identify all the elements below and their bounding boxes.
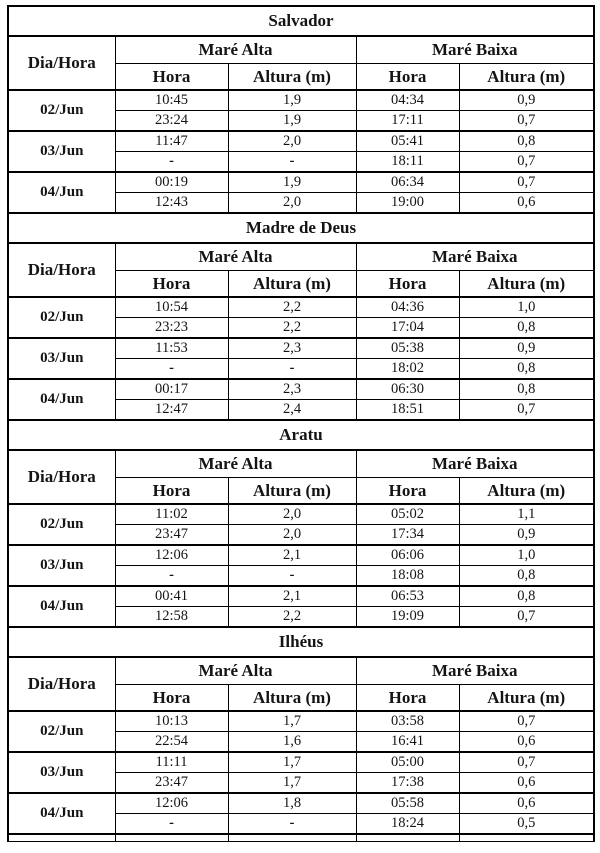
tide-height-cell: 0,6 bbox=[459, 732, 594, 753]
low-tide-header: Maré Baixa bbox=[356, 36, 594, 64]
tide-height-cell: 0,6 bbox=[459, 773, 594, 794]
tide-data-row bbox=[8, 793, 594, 814]
tide-time-cell: 18:51 bbox=[356, 400, 459, 421]
tide-height-cell: 0,8 bbox=[459, 318, 594, 339]
high-tide-header: Maré Alta bbox=[115, 243, 356, 271]
tide-time-cell: 18:08 bbox=[356, 566, 459, 587]
tide-time-cell: 23:23 bbox=[115, 318, 228, 339]
height-header: Altura (m) bbox=[228, 685, 356, 712]
tide-height-cell: 1,8 bbox=[228, 793, 356, 814]
header-row-groups bbox=[8, 450, 594, 478]
tide-height-cell: - bbox=[228, 359, 356, 380]
tide-time-cell: 16:41 bbox=[356, 732, 459, 753]
height-header: Altura (m) bbox=[459, 271, 594, 298]
tide-time-cell: 19:00 bbox=[356, 193, 459, 214]
tide-height-cell: 1,9 bbox=[228, 90, 356, 111]
tide-time-cell: 04:34 bbox=[356, 90, 459, 111]
tide-height-cell: - bbox=[228, 152, 356, 173]
tide-height-cell: 2,2 bbox=[228, 297, 356, 318]
day-hour-header: Dia/Hora bbox=[8, 243, 115, 297]
tide-height-cell: 0,8 bbox=[459, 359, 594, 380]
tide-time-cell: 05:41 bbox=[356, 131, 459, 152]
tide-data-row bbox=[8, 586, 594, 607]
tide-time-cell: 11:02 bbox=[115, 504, 228, 525]
tide-time-cell: 17:38 bbox=[356, 773, 459, 794]
tide-table-body bbox=[8, 6, 594, 842]
tide-time-cell: - bbox=[115, 359, 228, 380]
tide-height-cell: 0,7 bbox=[459, 400, 594, 421]
tide-time-cell: 23:24 bbox=[115, 111, 228, 132]
day-label: 02/Jun bbox=[8, 711, 115, 752]
high-tide-header: Maré Alta bbox=[115, 657, 356, 685]
tide-table bbox=[7, 5, 595, 842]
hour-header: Hora bbox=[115, 64, 228, 91]
high-tide-header: Maré Alta bbox=[115, 36, 356, 64]
tide-height-cell: 1,9 bbox=[228, 111, 356, 132]
day-label: 02/Jun bbox=[8, 90, 115, 131]
tide-height-cell: 0,7 bbox=[459, 711, 594, 732]
tide-height-cell: 0,8 bbox=[459, 586, 594, 607]
tide-time-cell: 05:38 bbox=[356, 338, 459, 359]
tide-height-cell: - bbox=[228, 566, 356, 587]
tide-height-cell: 1,7 bbox=[228, 711, 356, 732]
tide-height-cell: 0,7 bbox=[459, 607, 594, 628]
tide-time-cell: 11:53 bbox=[115, 338, 228, 359]
low-tide-header: Maré Baixa bbox=[356, 243, 594, 271]
cutoff-row bbox=[8, 834, 594, 842]
height-header: Altura (m) bbox=[228, 271, 356, 298]
tide-time-cell: 18:24 bbox=[356, 814, 459, 835]
tide-height-cell: 2,0 bbox=[228, 193, 356, 214]
low-tide-header: Maré Baixa bbox=[356, 657, 594, 685]
tide-height-cell: 0,6 bbox=[459, 793, 594, 814]
cutoff-row-cell bbox=[459, 834, 594, 842]
tide-time-cell: 18:11 bbox=[356, 152, 459, 173]
tide-height-cell: 0,9 bbox=[459, 90, 594, 111]
day-label: 02/Jun bbox=[8, 504, 115, 545]
day-label: 03/Jun bbox=[8, 131, 115, 172]
tide-height-cell: 0,7 bbox=[459, 172, 594, 193]
height-header: Altura (m) bbox=[228, 478, 356, 505]
section-title: Salvador bbox=[8, 6, 594, 36]
high-tide-header: Maré Alta bbox=[115, 450, 356, 478]
tide-height-cell: 1,9 bbox=[228, 172, 356, 193]
tide-time-cell: 17:34 bbox=[356, 525, 459, 546]
tide-height-cell: 0,6 bbox=[459, 193, 594, 214]
tide-height-cell: 1,7 bbox=[228, 773, 356, 794]
day-label: 04/Jun bbox=[8, 172, 115, 213]
tide-time-cell: 11:47 bbox=[115, 131, 228, 152]
section-title: Madre de Deus bbox=[8, 213, 594, 243]
tide-time-cell: 11:11 bbox=[115, 752, 228, 773]
tide-height-cell: 0,7 bbox=[459, 152, 594, 173]
tide-height-cell: 1,1 bbox=[459, 504, 594, 525]
low-tide-header: Maré Baixa bbox=[356, 450, 594, 478]
section-row bbox=[8, 6, 594, 36]
tide-time-cell: 05:00 bbox=[356, 752, 459, 773]
tide-data-row bbox=[8, 752, 594, 773]
tide-time-cell: 23:47 bbox=[115, 773, 228, 794]
hour-header: Hora bbox=[356, 478, 459, 505]
tide-data-row bbox=[8, 504, 594, 525]
day-label: 03/Jun bbox=[8, 545, 115, 586]
tide-time-cell: 12:06 bbox=[115, 545, 228, 566]
hour-header: Hora bbox=[115, 478, 228, 505]
tide-time-cell: 10:54 bbox=[115, 297, 228, 318]
hour-header: Hora bbox=[356, 685, 459, 712]
section-title: Ilhéus bbox=[8, 627, 594, 657]
day-hour-header: Dia/Hora bbox=[8, 657, 115, 711]
day-hour-header: Dia/Hora bbox=[8, 450, 115, 504]
section-row bbox=[8, 213, 594, 243]
tide-data-row bbox=[8, 297, 594, 318]
header-row-groups bbox=[8, 243, 594, 271]
tide-time-cell: 06:06 bbox=[356, 545, 459, 566]
tide-time-cell: - bbox=[115, 152, 228, 173]
day-label: 03/Jun bbox=[8, 752, 115, 793]
tide-time-cell: 05:02 bbox=[356, 504, 459, 525]
section-row bbox=[8, 627, 594, 657]
tide-height-cell: 2,3 bbox=[228, 379, 356, 400]
tide-time-cell: 00:41 bbox=[115, 586, 228, 607]
tide-height-cell: 0,8 bbox=[459, 131, 594, 152]
tide-data-row bbox=[8, 90, 594, 111]
tide-time-cell: 22:54 bbox=[115, 732, 228, 753]
tide-height-cell: 2,1 bbox=[228, 586, 356, 607]
tide-time-cell: 06:53 bbox=[356, 586, 459, 607]
day-label: 03/Jun bbox=[8, 338, 115, 379]
tide-height-cell: 0,8 bbox=[459, 379, 594, 400]
tide-time-cell: 17:04 bbox=[356, 318, 459, 339]
tide-data-row bbox=[8, 379, 594, 400]
tide-height-cell: 0,7 bbox=[459, 752, 594, 773]
tide-height-cell: 2,2 bbox=[228, 318, 356, 339]
tide-time-cell: 23:47 bbox=[115, 525, 228, 546]
hour-header: Hora bbox=[115, 271, 228, 298]
cutoff-row-cell bbox=[228, 834, 356, 842]
cutoff-row-cell bbox=[8, 834, 115, 842]
tide-time-cell: 10:13 bbox=[115, 711, 228, 732]
header-row-groups bbox=[8, 657, 594, 685]
tide-time-cell: 12:06 bbox=[115, 793, 228, 814]
tide-time-cell: 03:58 bbox=[356, 711, 459, 732]
tide-height-cell: 2,4 bbox=[228, 400, 356, 421]
tide-time-cell: 00:19 bbox=[115, 172, 228, 193]
tide-time-cell: 10:45 bbox=[115, 90, 228, 111]
tide-time-cell: - bbox=[115, 566, 228, 587]
tide-time-cell: 06:34 bbox=[356, 172, 459, 193]
tide-time-cell: 18:02 bbox=[356, 359, 459, 380]
tide-time-cell: 05:58 bbox=[356, 793, 459, 814]
tide-time-cell: 12:58 bbox=[115, 607, 228, 628]
tide-height-cell: 2,3 bbox=[228, 338, 356, 359]
tide-height-cell: 0,8 bbox=[459, 566, 594, 587]
tide-height-cell: 1,7 bbox=[228, 752, 356, 773]
day-hour-header: Dia/Hora bbox=[8, 36, 115, 90]
tide-height-cell: 1,6 bbox=[228, 732, 356, 753]
height-header: Altura (m) bbox=[459, 478, 594, 505]
tide-height-cell: 2,0 bbox=[228, 504, 356, 525]
tide-data-row bbox=[8, 131, 594, 152]
tide-height-cell: 2,0 bbox=[228, 131, 356, 152]
tide-time-cell: 06:30 bbox=[356, 379, 459, 400]
tide-height-cell: - bbox=[228, 814, 356, 835]
day-label: 04/Jun bbox=[8, 586, 115, 627]
day-label: 04/Jun bbox=[8, 379, 115, 420]
cutoff-row-cell bbox=[356, 834, 459, 842]
tide-data-row bbox=[8, 545, 594, 566]
day-label: 04/Jun bbox=[8, 793, 115, 834]
hour-header: Hora bbox=[115, 685, 228, 712]
section-title: Aratu bbox=[8, 420, 594, 450]
tide-data-row bbox=[8, 338, 594, 359]
tide-time-cell: - bbox=[115, 814, 228, 835]
day-label: 02/Jun bbox=[8, 297, 115, 338]
tide-time-cell: 17:11 bbox=[356, 111, 459, 132]
tide-data-row bbox=[8, 172, 594, 193]
cutoff-row-cell bbox=[115, 834, 228, 842]
height-header: Altura (m) bbox=[459, 64, 594, 91]
tide-time-cell: 00:17 bbox=[115, 379, 228, 400]
height-header: Altura (m) bbox=[459, 685, 594, 712]
tide-time-cell: 19:09 bbox=[356, 607, 459, 628]
tide-height-cell: 1,0 bbox=[459, 545, 594, 566]
tide-time-cell: 12:47 bbox=[115, 400, 228, 421]
tide-height-cell: 0,9 bbox=[459, 338, 594, 359]
tide-data-row bbox=[8, 711, 594, 732]
tide-time-cell: 04:36 bbox=[356, 297, 459, 318]
tide-height-cell: 0,5 bbox=[459, 814, 594, 835]
tide-time-cell: 12:43 bbox=[115, 193, 228, 214]
tide-height-cell: 0,9 bbox=[459, 525, 594, 546]
hour-header: Hora bbox=[356, 64, 459, 91]
height-header: Altura (m) bbox=[228, 64, 356, 91]
hour-header: Hora bbox=[356, 271, 459, 298]
tide-height-cell: 2,0 bbox=[228, 525, 356, 546]
section-row bbox=[8, 420, 594, 450]
tide-height-cell: 1,0 bbox=[459, 297, 594, 318]
tide-height-cell: 0,7 bbox=[459, 111, 594, 132]
tide-height-cell: 2,2 bbox=[228, 607, 356, 628]
tide-height-cell: 2,1 bbox=[228, 545, 356, 566]
header-row-groups bbox=[8, 36, 594, 64]
